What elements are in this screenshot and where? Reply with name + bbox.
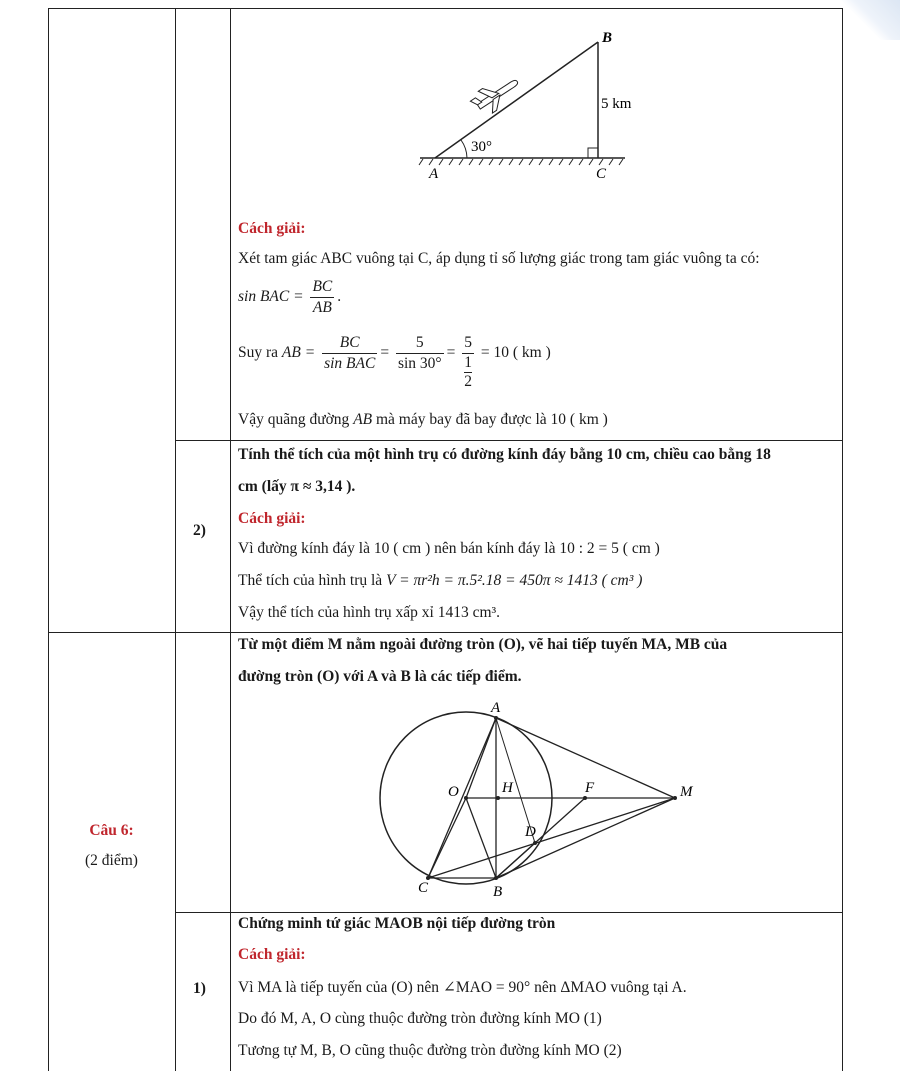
svg-text:D: D <box>525 824 536 840</box>
svg-text:F: F <box>585 780 595 796</box>
question-6-intro-1: Từ một điểm M nằm ngoài đường tròn (O), vẽ hai tiếp tuyến MA, MB của <box>238 636 728 653</box>
svg-text:A: A <box>429 166 439 182</box>
row-divider-2 <box>48 632 843 633</box>
row-divider-3 <box>175 912 843 913</box>
question-2-line-1: Tính thể tích của một hình trụ có đường kính đáy bằng 10 cm, chiều cao bằng 18 <box>238 446 771 463</box>
svg-text:O: O <box>448 784 459 800</box>
circle-tangent-figure <box>370 698 710 898</box>
sin-fraction <box>310 277 334 318</box>
table-border-top <box>48 8 843 9</box>
part6-1-line-2: Do đó M, A, O cùng thuộc đường tròn đường kính MO (1) <box>238 1010 602 1027</box>
ab-formula: Suy ra AB = $\frac{BC}{\text{sin BAC}}$ = $\frac{5}{\sin 30^\circ}$ = 5 1 2 = 10 ( km ) <box>238 334 551 390</box>
svg-text:30°: 30° <box>471 139 492 155</box>
result-value: = 10 ( km ) <box>480 344 551 362</box>
svg-text:B: B <box>493 884 503 898</box>
row-divider-1 <box>175 440 843 441</box>
frac-bc-sinbac: $\frac{BC}{\text{sin BAC}}$ <box>324 334 376 372</box>
part6-1-line-1: Vì MA là tiếp tuyến của (O) nên ∠MAO = 90° nên ΔMAO vuông tại A. <box>238 979 687 996</box>
part6-1-line-3: Tương tự M, B, O cũng thuộc đường tròn đường kính MO (2) <box>238 1042 622 1059</box>
sin-formula: sin BAC = $\frac{BC}{AB}$ . <box>238 278 342 316</box>
airplane-triangle-figure <box>415 28 645 188</box>
solution-line-1: Xét tam giác ABC vuông tại C, áp dụng tỉ số lượng giác trong tam giác vuông ta có: <box>238 250 760 267</box>
question-6-1: Chứng minh tứ giác MAOB nội tiếp đường tròn <box>238 915 556 932</box>
sin-num: BC <box>310 277 334 298</box>
airplane-icon <box>468 71 524 120</box>
question-6-intro-2: đường tròn (O) với A và B là các tiếp điểm. <box>238 668 522 685</box>
svg-text:B: B <box>602 30 613 46</box>
svg-text:C: C <box>418 880 429 896</box>
table-border-left <box>48 8 49 1071</box>
solution-heading-2: Cách giải: <box>238 510 306 527</box>
svg-text:C: C <box>596 166 607 182</box>
question-6-title: Câu 6: <box>89 822 134 839</box>
part2-line-1: Vì đường kính đáy là 10 ( cm ) nên bán kính đáy là 10 : 2 = 5 ( cm ) <box>238 540 660 557</box>
svg-text:5 km: 5 km <box>601 96 632 112</box>
solution-heading-prev: Cách giải: <box>238 220 306 237</box>
svg-text:H: H <box>502 780 513 796</box>
svg-text:A: A <box>491 700 501 716</box>
part-number-1: 1) <box>193 980 206 997</box>
corner-decoration <box>840 0 900 40</box>
svg-text:M: M <box>680 784 693 800</box>
conclusion-line: Vậy quãng đường AB mà máy bay đã bay được là 10 ( km ) <box>238 411 608 428</box>
sin-den: AB <box>312 299 332 316</box>
question-2-line-2: cm (lấy π ≈ 3,14 ). <box>238 478 356 495</box>
sin-lhs: sin BAC = <box>238 288 304 306</box>
ab-eq: AB = <box>281 344 316 362</box>
frac-5-half: 5 1 2 <box>464 334 472 390</box>
question-6-points: (2 điểm) <box>85 852 138 869</box>
frac-5-sin30: $\frac{5}{\sin 30^\circ}$ <box>397 334 442 372</box>
part2-line-2: Thể tích của hình trụ là V = πr²h = π.5².18 = 450π ≈ 1413 ( cm³ ) <box>238 572 643 589</box>
part-number-2: 2) <box>193 522 206 539</box>
solution-heading-6-1: Cách giải: <box>238 946 306 963</box>
suy-ra-label: Suy ra <box>238 344 279 362</box>
part2-line-3: Vậy thể tích của hình trụ xấp xỉ 1413 cm³. <box>238 604 501 621</box>
